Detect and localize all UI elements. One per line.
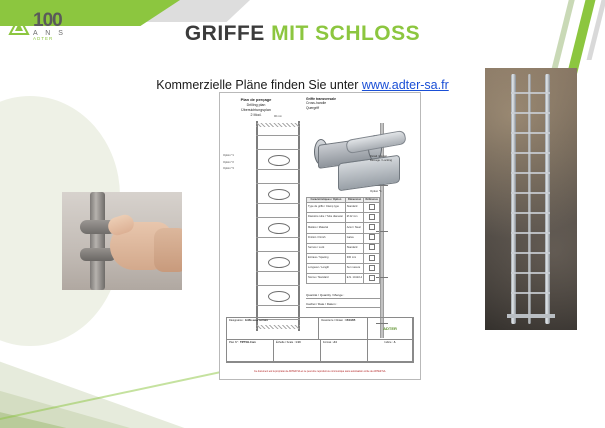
ladder-elevation-drawing bbox=[246, 121, 310, 331]
option-label-3: Option *3 bbox=[223, 167, 234, 171]
index-value: A bbox=[393, 341, 396, 344]
checkbox-icon[interactable] bbox=[369, 275, 375, 281]
elevation-ring bbox=[268, 189, 290, 200]
title-part-2: MIT SCHLOSS bbox=[271, 22, 421, 45]
ladder-rung bbox=[511, 132, 550, 134]
checkbox-icon[interactable] bbox=[369, 265, 375, 271]
table-row bbox=[307, 223, 380, 233]
ladder-rung bbox=[511, 192, 550, 194]
elevation-rung bbox=[256, 251, 300, 252]
table-cell-label: Finition / Finish bbox=[307, 233, 346, 243]
table-cell-value: 300 mm bbox=[345, 253, 364, 263]
photo-ladder-cage bbox=[485, 68, 577, 330]
elevation-rung bbox=[256, 217, 300, 218]
topright-line3: Quergriff bbox=[306, 105, 320, 110]
ladder-rung bbox=[511, 252, 550, 254]
arm-shape bbox=[154, 228, 182, 272]
drawing-title-line1: Plan de perçage bbox=[240, 97, 272, 102]
table-cell-label: Matière / Material bbox=[307, 223, 346, 233]
technical-drawing-sheet bbox=[219, 92, 421, 380]
table-cell-check[interactable] bbox=[364, 223, 380, 233]
ladder-base bbox=[507, 314, 555, 318]
ladder-rung bbox=[511, 92, 550, 94]
logo-tagline: ADTER bbox=[33, 35, 54, 41]
table-cell-check[interactable] bbox=[364, 274, 380, 284]
elevation-rail-left bbox=[256, 121, 258, 331]
elevation-rung bbox=[256, 149, 300, 150]
plan-number-label: Plan N° : bbox=[229, 341, 240, 344]
drawing-topright-label bbox=[306, 97, 368, 110]
table-cell-label: Norme / Standard bbox=[307, 274, 346, 284]
scale-cell bbox=[274, 340, 321, 362]
elevation-rung bbox=[256, 183, 300, 184]
checkbox-icon[interactable] bbox=[369, 224, 375, 230]
designation-cell bbox=[227, 318, 319, 340]
drawing-title-line2: Drilling plan bbox=[246, 102, 266, 107]
table-cell-value: Galva bbox=[345, 233, 364, 243]
table-row bbox=[307, 203, 380, 213]
subtitle-text: Kommerzielle Pläne finden Sie unter bbox=[156, 78, 362, 92]
elevation-rung bbox=[256, 285, 300, 286]
table-row bbox=[307, 233, 380, 243]
checkbox-icon[interactable] bbox=[369, 204, 375, 210]
elevation-rung bbox=[256, 237, 300, 238]
plan-number-value: TIPTIGI-Com bbox=[240, 341, 256, 344]
checkbox-icon[interactable] bbox=[369, 244, 375, 250]
elevation-ring bbox=[268, 223, 290, 234]
index-label: Indice : bbox=[384, 341, 393, 344]
checkbox-icon[interactable] bbox=[369, 255, 375, 261]
title-part-1: GRIFFE bbox=[184, 22, 272, 45]
table-cell-label: Diamètre tube / Tube diameter bbox=[307, 213, 346, 223]
table-cell-label: Type de griffe / Clamp type bbox=[307, 203, 346, 213]
elevation-rail-right bbox=[298, 121, 300, 331]
option-label-2: Option *2 bbox=[223, 160, 234, 164]
ladder-rung bbox=[511, 212, 550, 214]
elevation-rung bbox=[256, 169, 300, 170]
ladder-post-shape bbox=[90, 192, 105, 290]
table-cell-value: Acier / Steel bbox=[345, 223, 364, 233]
table-header-cell: Caractéristiques / Option bbox=[307, 198, 346, 203]
elevation-hatch bbox=[256, 123, 300, 127]
table-cell-check[interactable] bbox=[364, 233, 380, 243]
dimension-top: 90 mm bbox=[274, 115, 282, 118]
titleblock-company: ADTER bbox=[383, 326, 397, 331]
elevation-rung bbox=[256, 203, 300, 204]
titleblock-logo bbox=[368, 318, 413, 340]
table-header-cell: Référence bbox=[364, 198, 380, 203]
drawing-footer-note: Ce document est la propriété de ADTER SA et ne peut être reproduit ou communiqué sans autorisation écrite de ADTER SA. bbox=[254, 370, 386, 373]
quantity-fields bbox=[306, 293, 380, 311]
table-row bbox=[307, 213, 380, 223]
table-header-cell: Dimension bbox=[345, 198, 364, 203]
table-row bbox=[307, 264, 380, 274]
website-link[interactable]: www.adter-sa.fr bbox=[361, 78, 449, 92]
drawn-cell bbox=[319, 318, 368, 340]
detail-callout-sub: Blocage / Locking bbox=[370, 157, 393, 162]
page-title bbox=[0, 22, 605, 46]
table-cell-value: Sur mesure bbox=[345, 264, 364, 274]
ladder-rung bbox=[511, 232, 550, 234]
table-cell-label: Entraxe / Spacing bbox=[307, 253, 346, 263]
plan-number-cell bbox=[227, 340, 274, 362]
elevation-ring bbox=[268, 155, 290, 166]
specification-table bbox=[306, 197, 380, 284]
table-row bbox=[307, 274, 380, 284]
elevation-ring bbox=[268, 291, 290, 302]
table-cell-value: E.N. 14122-4 bbox=[345, 274, 364, 284]
photo-hand-grip bbox=[62, 192, 182, 290]
table-cell-value: Standard bbox=[345, 243, 364, 253]
checkbox-icon[interactable] bbox=[369, 234, 375, 240]
table-cell-check[interactable] bbox=[364, 264, 380, 274]
table-cell-check[interactable] bbox=[364, 243, 380, 253]
drawing-titleblock bbox=[226, 317, 414, 363]
ladder-rung bbox=[511, 292, 550, 294]
ladder-rung bbox=[511, 112, 550, 114]
checkbox-icon[interactable] bbox=[369, 214, 375, 220]
detail-callout bbox=[370, 155, 392, 162]
ladder-rung bbox=[511, 172, 550, 174]
table-cell-value: Standard bbox=[345, 203, 364, 213]
option-callout: Option *1 bbox=[370, 189, 382, 193]
table-cell-check[interactable] bbox=[364, 253, 380, 263]
detail-callout-label: Détail / Detail bbox=[370, 154, 387, 158]
logo-word: A N S bbox=[33, 29, 66, 37]
table-row bbox=[307, 253, 380, 263]
designation-label: Désignation : bbox=[229, 319, 245, 322]
ladder-rung bbox=[511, 152, 550, 154]
titleblock-row-2 bbox=[227, 340, 413, 362]
elevation-rung bbox=[256, 271, 300, 272]
titleblock-row-1 bbox=[227, 318, 413, 340]
logo-number: 100 bbox=[33, 9, 62, 31]
option-label-1: Option *1 bbox=[223, 154, 234, 157]
scale-label: Échelle / Scale : bbox=[276, 341, 295, 344]
drawn-label: Dessiné le / Drawn : bbox=[321, 319, 345, 322]
format-cell bbox=[321, 340, 368, 362]
topright-line1: Griffe transversale bbox=[306, 97, 336, 101]
quantity-label: Quantité / Quantity / Menge : bbox=[306, 293, 380, 299]
drawn-value: 15/10/05 bbox=[345, 319, 356, 322]
table-cell-check[interactable] bbox=[364, 213, 380, 223]
ladder-rung bbox=[511, 272, 550, 274]
scale-value: 1:10 bbox=[295, 341, 301, 344]
elevation-rung bbox=[256, 305, 300, 306]
index-cell bbox=[368, 340, 413, 362]
table-cell-check[interactable] bbox=[364, 203, 380, 213]
elevation-rung bbox=[256, 135, 300, 136]
topright-line2: Cross-handle bbox=[306, 101, 327, 106]
table-row bbox=[307, 243, 380, 253]
table-cell-label: Serrure / Lock bbox=[307, 243, 346, 253]
ladder-illustration bbox=[507, 74, 555, 324]
format-value: A4 bbox=[333, 341, 337, 344]
designation-value: Griffe avec serrure bbox=[244, 319, 268, 322]
elevation-ring bbox=[268, 257, 290, 268]
table-cell-value: Ø 42 mm bbox=[345, 213, 364, 223]
drawing-title-ref: 2 Mod. bbox=[250, 112, 262, 117]
table-cell-label: Longueur / Length bbox=[307, 264, 346, 274]
format-label: Format : bbox=[323, 341, 333, 344]
drawing-title-line3: Übersichtungsplan bbox=[241, 107, 271, 112]
coupler-3d-illustration bbox=[312, 123, 408, 189]
stamp-date-label: Cachet / Date / Datum : bbox=[306, 302, 380, 308]
option-labels bbox=[223, 153, 234, 173]
